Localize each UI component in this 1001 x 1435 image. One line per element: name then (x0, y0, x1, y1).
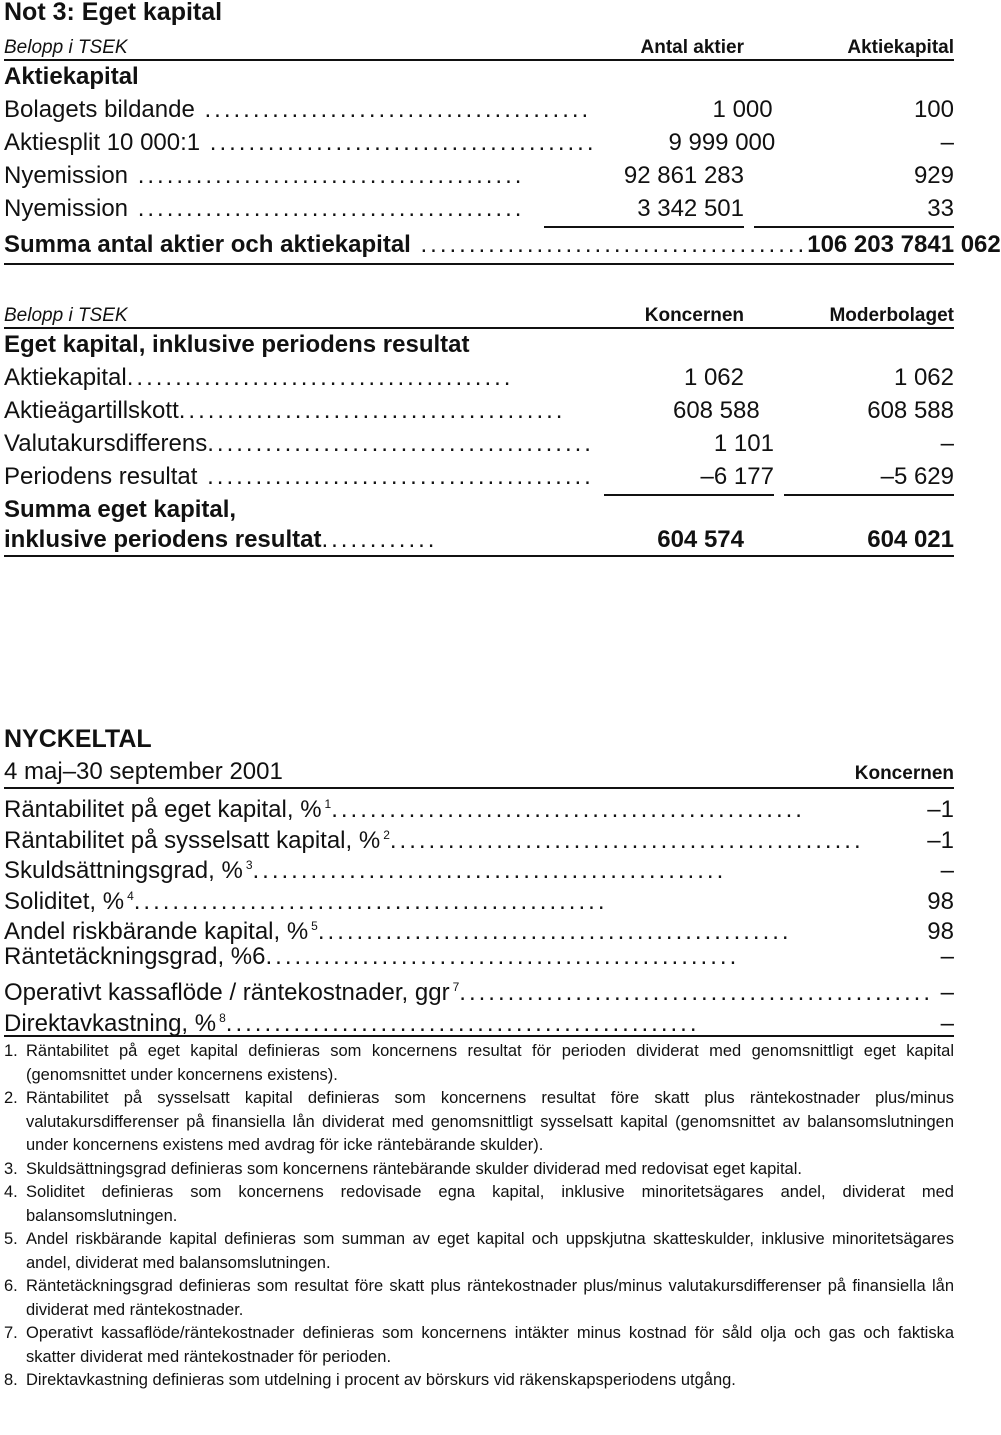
footnote-text: Soliditet definieras som koncernens redovisade egna kapital, inklusive minoritetsägares andel, dividerat med balansomslutningen. (26, 1183, 954, 1225)
row-capital: 33 (744, 192, 954, 225)
kpi-label: Andel riskbärande kapital, % (4, 918, 309, 945)
kpi-footnote-ref: 3 (245, 858, 253, 872)
kpi-footnote-ref: 5 (311, 919, 318, 933)
row-group: –6 177 (594, 460, 774, 493)
footnote (4, 1228, 954, 1275)
kpi-period: 4 maj–30 september 2001 (4, 758, 283, 785)
row-label: Aktiesplit 10 000:1 (4, 129, 201, 156)
note-page (4, 0, 1001, 1389)
kpi-label: Soliditet, % (4, 887, 125, 915)
row-parent: – (940, 430, 954, 457)
section-heading: Eget kapital, inklusive periodens resultat (4, 331, 470, 358)
footnote-number: 8. (4, 1371, 18, 1389)
note-title: Not 3: Eget kapital (4, 0, 223, 26)
kpi-row: Direktavkastning, % $^8$................................................. – (4, 1003, 954, 1034)
footnote (4, 1369, 954, 1393)
kpi-label: Räntabilitet på sysselsatt kapital, % (4, 826, 381, 854)
kpi-row: Räntabilitet på sysselsatt kapital, % $^2$................................................. –1 (4, 820, 954, 851)
row-group: 1 101 (713, 430, 774, 457)
kpi-value: 98 (927, 918, 954, 945)
kpi-footnote-ref: 2 (383, 827, 390, 842)
kpi-row: Andel riskbärande kapital, % $^5$................................................. 98 (4, 911, 954, 942)
kpi-row: Räntetäckningsgrad, %6................................................. – (4, 942, 954, 973)
footnote-number: 3. (4, 1159, 18, 1178)
footnote-text: Räntetäckningsgrad definieras som resultat före skatt plus räntekostnader plus/minus valutakursdifferenser på finansiella lån dividerat med räntekostnader. (26, 1277, 954, 1319)
footnote-number: 1. (4, 1042, 18, 1060)
footnote-text: Direktavkastning definieras som utdelning i procent av börskurs vid räkenskapsperiodens utgång. (26, 1371, 736, 1389)
kpi-label: Skuldsättningsgrad, % (4, 857, 243, 884)
row-label: Aktieägartillskott (4, 397, 179, 424)
kpi-row: Skuldsättningsgrad, % $^3$................................................. – (4, 850, 954, 881)
kpi-label: Operativt kassaflöde / räntekostnader, ggr (4, 979, 450, 1006)
kpi-value: – (940, 1009, 954, 1037)
unit-label: Belopp i TSEK (4, 305, 128, 326)
row-label: Bolagets bildande (4, 96, 195, 123)
kpi-row: Soliditet, % $^4$................................................. 98 (4, 881, 954, 912)
kpi-title: NYCKELTAL (4, 725, 152, 753)
footnote-text: Operativt kassaflöde/räntekostnader definieras som koncernens intäkter minus kostnad för såld olja och gas och faktiska skatter dividerat med räntekostnader för perioden. (26, 1324, 954, 1366)
kpi-value: 98 (927, 887, 954, 915)
footnote-number: 5. (4, 1230, 18, 1248)
row-capital: 929 (913, 162, 954, 189)
col-header-group: Koncernen (644, 305, 744, 326)
row-label: Nyemission (4, 162, 129, 189)
row-shares: 9 999 000 (668, 129, 776, 156)
footnote (4, 1040, 954, 1087)
total-label-line1: Summa eget kapital, (4, 496, 237, 523)
row-parent: 608 588 (867, 397, 954, 424)
kpi-value: –1 (927, 796, 954, 823)
table-header (4, 299, 954, 329)
total-label-line2: inklusive periodens resultat (4, 526, 322, 553)
total-group: 604 574 (657, 526, 744, 553)
kpi-col-header: Koncernen (854, 763, 954, 784)
kpi-row: Operativt kassaflöde / räntekostnader, ggr $^7$................................................. – (4, 972, 954, 1003)
row-capital: 100 (913, 96, 954, 123)
key-ratios (4, 722, 954, 1037)
row-parent: 1 062 (893, 364, 954, 391)
total-capital: 1 062 (940, 231, 1001, 258)
footnote-number: 4. (4, 1183, 18, 1201)
kpi-value: – (940, 942, 954, 970)
kpi-footnote-ref: 1 (324, 797, 332, 811)
footnote-text: Räntabilitet på eget kapital definieras som koncernens resultat för perioden dividerat med genomsnittligt eget kapital (genomsnittet under koncernens existens). (26, 1042, 954, 1084)
kpi-label: Räntabilitet på eget kapital, % (4, 796, 322, 823)
kpi-row: Räntabilitet på eget kapital, % $^1$................................................. –1 (4, 789, 954, 820)
total-label: Summa antal aktier och aktiekapital (4, 231, 411, 258)
col-header-parent: Moderbolaget (829, 305, 954, 326)
unit-label: Belopp i TSEK (4, 37, 128, 58)
total-parent: 604 021 (867, 526, 954, 553)
row-parent: –5 629 (774, 460, 954, 493)
footnote (4, 1275, 954, 1322)
footnote (4, 1158, 954, 1182)
kpi-footnote-ref: 4 (127, 888, 134, 903)
footnote (4, 1322, 954, 1369)
equity-table (4, 299, 954, 557)
footnote-text: Skuldsättningsgrad definieras som koncernens räntebärande skulder dividerad med redovisat eget kapital. (26, 1159, 802, 1178)
table-row: Aktiesplit 10 000:1 ........................................ 9 999 000 – (4, 126, 954, 159)
kpi-footnote-ref: 7 (452, 980, 460, 994)
footnote-number: 2. (4, 1089, 18, 1107)
table-header (4, 31, 954, 61)
footnote-text: Räntabilitet på sysselsatt kapital definieras som koncernens resultat före skatt plus räntekostnader plus/minus valutakursdifferenser på finansiella lån dividerat med genomsnittligt sysselsatt kapital (genomsnittet av balansomslutningen under koncernens existens med avdrag för icke räntebärande skulder). (26, 1089, 954, 1154)
col-header-capital: Aktiekapital (847, 37, 954, 58)
kpi-label: Räntetäckningsgrad, %6 (4, 942, 266, 970)
total-row: Summa antal aktier och aktiekapital ........................................ 106 203 784 1 062 (4, 225, 954, 265)
row-capital: – (940, 129, 954, 156)
table-row: Periodens resultat ........................................ –6 177 –5 629 (4, 460, 954, 493)
footnote-number: 7. (4, 1324, 18, 1342)
table-row: Nyemission ........................................ 3 342 501 33 (4, 192, 954, 225)
footnote-text: Andel riskbärande kapital definieras som summan av eget kapital och uppskjutna skatteskulder, inklusive minoritetsägares andel, dividerat med balansomslutningen. (26, 1230, 954, 1272)
row-label: Nyemission (4, 195, 129, 222)
table-row: Bolagets bildande ........................................ 1 000 100 (4, 93, 954, 126)
row-shares: 1 000 (712, 96, 773, 123)
kpi-header (4, 756, 954, 789)
row-label: Valutakursdifferens (4, 430, 208, 457)
share-capital-table (4, 31, 1001, 265)
col-header-shares: Antal aktier (640, 37, 744, 58)
row-shares: 3 342 501 (534, 192, 744, 225)
table-row: Aktieägartillskott........................................ 608 588 608 588 (4, 394, 954, 427)
footnote (4, 1181, 954, 1228)
total-shares: 106 203 784 (807, 231, 941, 258)
kpi-footnote-ref: 8 (219, 1010, 226, 1025)
row-label: Periodens resultat (4, 463, 198, 490)
table-row: Aktiekapital........................................ 1 062 1 062 (4, 361, 954, 394)
total-row: Summa eget kapital, inklusive periodens resultat............ 604 574 604 021 (4, 493, 954, 557)
kpi-value: –1 (927, 826, 954, 854)
row-group: 608 588 (672, 397, 760, 424)
kpi-value: – (940, 857, 954, 884)
footnote (4, 1087, 954, 1158)
row-shares: 92 861 283 (623, 162, 744, 189)
row-group: 1 062 (683, 364, 744, 391)
footnotes (4, 1040, 954, 1393)
table-row: Nyemission ........................................ 92 861 283 929 (4, 159, 954, 192)
kpi-value: – (940, 979, 954, 1006)
kpi-label: Direktavkastning, % (4, 1009, 217, 1037)
footnote-number: 6. (4, 1277, 18, 1295)
section-heading: Aktiekapital (4, 63, 139, 90)
row-label: Aktiekapital (4, 364, 127, 391)
table-row: Valutakursdifferens........................................ 1 101 – (4, 427, 954, 460)
